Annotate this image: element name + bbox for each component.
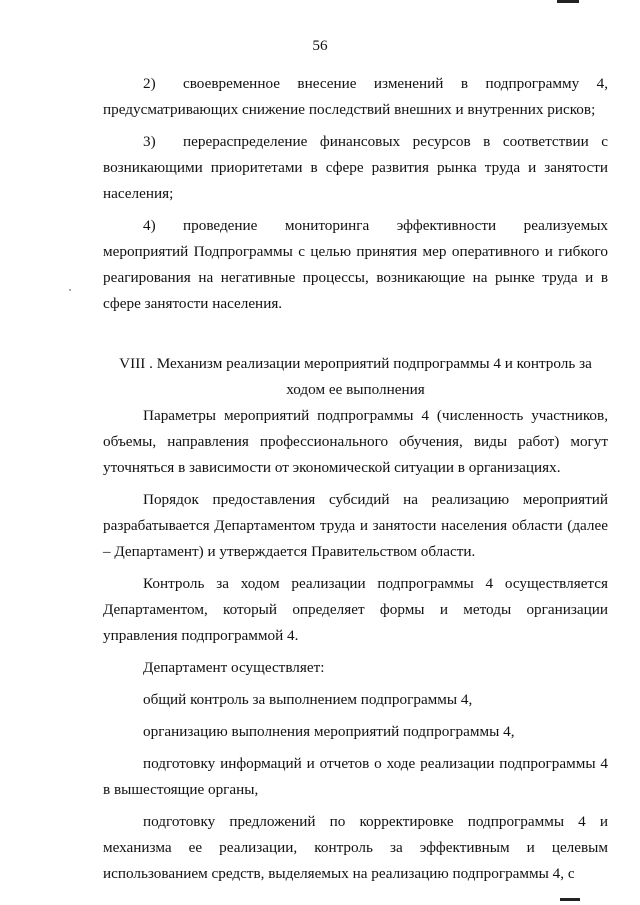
list-text: своевременное внесение изменений в подпрограмму 4, предусматривающих снижение последствий внешних и внутренних рисков;	[103, 75, 608, 118]
list-number: 2)	[143, 75, 156, 92]
paragraph: Порядок предоставления субсидий на реализацию мероприятий разрабатывается Департаментом труда и занятости населения области (далее – Департамент) и утверждается Правительством области.	[103, 491, 608, 560]
list-item	[103, 71, 608, 123]
list-item	[103, 213, 608, 317]
document-body	[103, 71, 608, 887]
list-text: проведение мониторинга эффективности реализуемых мероприятий Подпрограммы с целью принятия мер оперативного и гибкого реагирования на негативные процессы, возникающие на рынке труда и в сфере занятости населения.	[103, 217, 608, 312]
paragraph: Параметры мероприятий подпрограммы 4 (численность участников, объемы, направления профессионального обучения, виды работ) могут уточняться в зависимости от экономической ситуации в организациях.	[103, 407, 608, 476]
paragraph: подготовку информаций и отчетов о ходе реализации подпрограммы 4 в вышестоящие органы,	[103, 755, 608, 798]
section-heading: VIII . Механизм реализации мероприятий подпрограммы 4 и контроль за ходом ее выполнения	[119, 355, 592, 398]
paragraph: организацию выполнения мероприятий подпрограммы 4,	[143, 723, 515, 740]
paragraph: общий контроль за выполнением подпрограммы 4,	[143, 691, 473, 708]
section-heading-block	[103, 351, 608, 403]
list-number: 3)	[143, 133, 156, 150]
scan-mark-top	[557, 0, 579, 3]
scan-mark-left	[69, 289, 71, 291]
scan-mark-bottom	[560, 898, 580, 901]
paragraph: подготовку предложений по корректировке подпрограммы 4 и механизма ее реализации, контроль за эффективным и целевым использованием средств, выделяемых на реализацию подпрограммы 4, с	[103, 813, 608, 882]
list-text: перераспределение финансовых ресурсов в соответствии с возникающими приоритетами в сфере развития рынка труда и занятости населения;	[103, 133, 608, 202]
page-number: 56	[312, 37, 328, 54]
list-item	[103, 129, 608, 207]
list-number: 4)	[143, 217, 156, 234]
paragraph: Департамент осуществляет:	[143, 659, 325, 676]
paragraph: Контроль за ходом реализации подпрограммы 4 осуществляется Департаментом, который определяет формы и методы организации управления подпрограммой 4.	[103, 575, 608, 644]
